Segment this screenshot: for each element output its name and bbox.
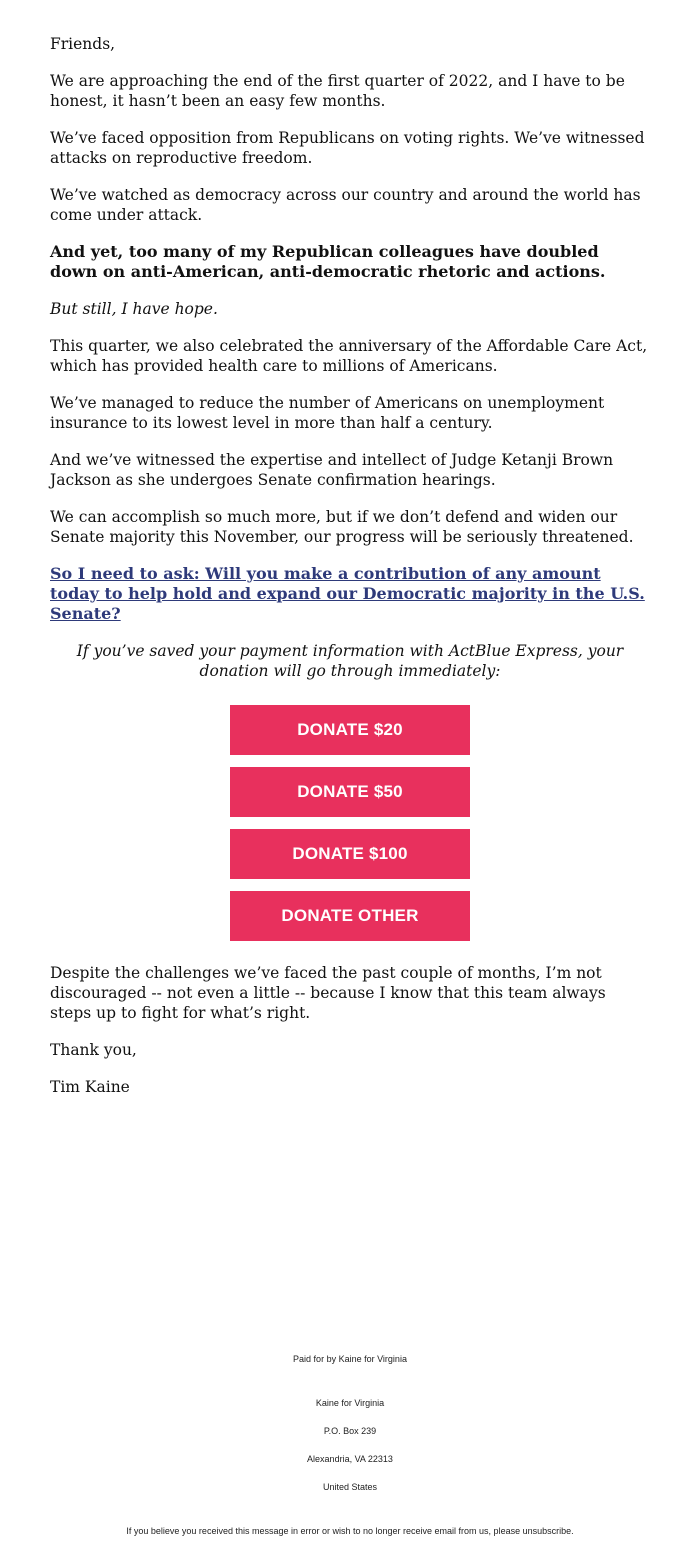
footer-org-name: Kaine for Virginia (315, 1398, 385, 1408)
sign-off: Thank you, (50, 1041, 137, 1059)
footer-country: United States (322, 1482, 378, 1492)
paragraph-opposition: We’ve faced opposition from Republicans on voting rights. We’ve witnessed attacks on reproductive freedom. (50, 129, 645, 167)
paragraph-majority: We can accomplish so much more, but if we don’t defend and widen our Senate majority this November, our progress will be seriously threatened. (50, 508, 634, 546)
donate-other-button[interactable]: DONATE OTHER (230, 891, 470, 941)
footer-po-box: P.O. Box 239 (323, 1426, 377, 1436)
donate-100-button[interactable]: DONATE $100 (230, 829, 470, 879)
paragraph-unemployment: We’ve managed to reduce the number of Americans on unemployment insurance to its lowest level in more than half a century. (50, 394, 605, 432)
paid-for-disclaimer: Paid for by Kaine for Virginia (293, 1354, 407, 1364)
actblue-express-note: If you’ve saved your payment information with ActBlue Express, your donation will go through immediately: (76, 642, 624, 680)
paragraph-closing: Despite the challenges we’ve faced the past couple of months, I’m not discouraged -- not even a little -- because I know that this team always steps up to fight for what’s right. (50, 964, 606, 1022)
greeting: Friends, (50, 35, 116, 53)
paragraph-democracy: We’ve watched as democracy across our country and around the world has come under attack. (50, 186, 641, 224)
contribution-ask-link[interactable]: So I need to ask: Will you make a contribution of any amount today to help hold and expand our Democratic majority in the U.S. Senate? (50, 564, 645, 623)
paragraph-jackson: And we’ve witnessed the expertise and intellect of Judge Ketanji Brown Jackson as she undergoes Senate confirmation hearings. (50, 451, 614, 489)
paragraph-bold-colleagues: And yet, too many of my Republican colleagues have doubled down on anti-American, anti-democratic rhetoric and actions. (50, 242, 606, 281)
donate-50-button[interactable]: DONATE $50 (230, 767, 470, 817)
donate-20-button[interactable]: DONATE $20 (230, 705, 470, 755)
signature: Tim Kaine (50, 1078, 130, 1096)
unsubscribe-notice[interactable]: If you believe you received this message in error or wish to no longer receive email from us, please unsubscribe. (126, 1526, 574, 1536)
paragraph-opening: We are approaching the end of the first quarter of 2022, and I have to be honest, it hasn’t been an easy few months. (50, 72, 625, 110)
paragraph-hope: But still, I have hope. (50, 300, 218, 318)
paragraph-aca: This quarter, we also celebrated the anniversary of the Affordable Care Act, which has provided health care to millions of Americans. (50, 337, 648, 375)
footer-city-state-zip: Alexandria, VA 22313 (307, 1454, 393, 1464)
